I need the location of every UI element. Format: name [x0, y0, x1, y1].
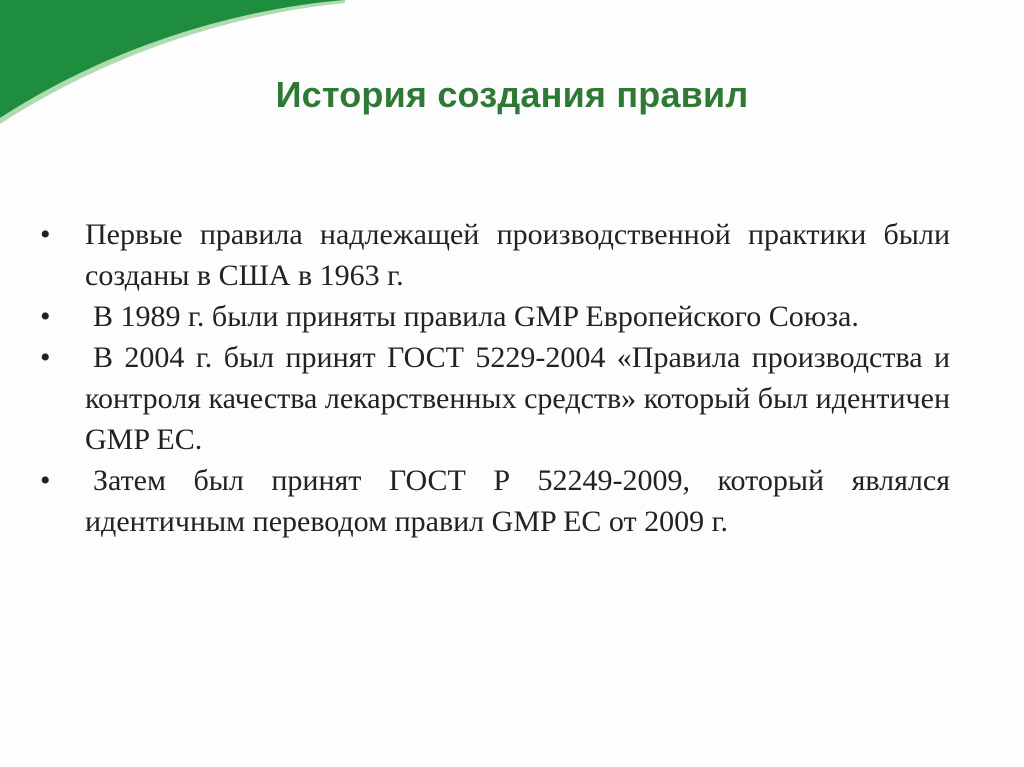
slide-title: История создания правил	[275, 74, 749, 115]
list-item	[40, 296, 950, 337]
bullet-marker: •	[40, 300, 51, 333]
bullet-text: Затем был принят ГОСТ Р 52249-2009, который являлся идентичным переводом правил GMP ЕС от 2009 г.	[85, 464, 950, 538]
bullet-text: Первые правила надлежащей производственной практики были созданы в США в 1963 г.	[85, 218, 950, 292]
bullet-text: В 1989 г. были приняты правила GMP Европейского Союза.	[93, 300, 859, 333]
list-item	[40, 337, 950, 460]
list-item	[40, 214, 950, 296]
bullet-marker: •	[40, 218, 51, 251]
list-item	[40, 460, 950, 542]
bullet-text: В 2004 г. был принят ГОСТ 5229-2004 «Правила производства и контроля качества лекарственных средств» который был идентичен GMP ЕС.	[85, 341, 950, 456]
bullet-list	[40, 214, 950, 542]
bullet-marker: •	[40, 464, 51, 497]
bullet-marker: •	[40, 341, 51, 374]
